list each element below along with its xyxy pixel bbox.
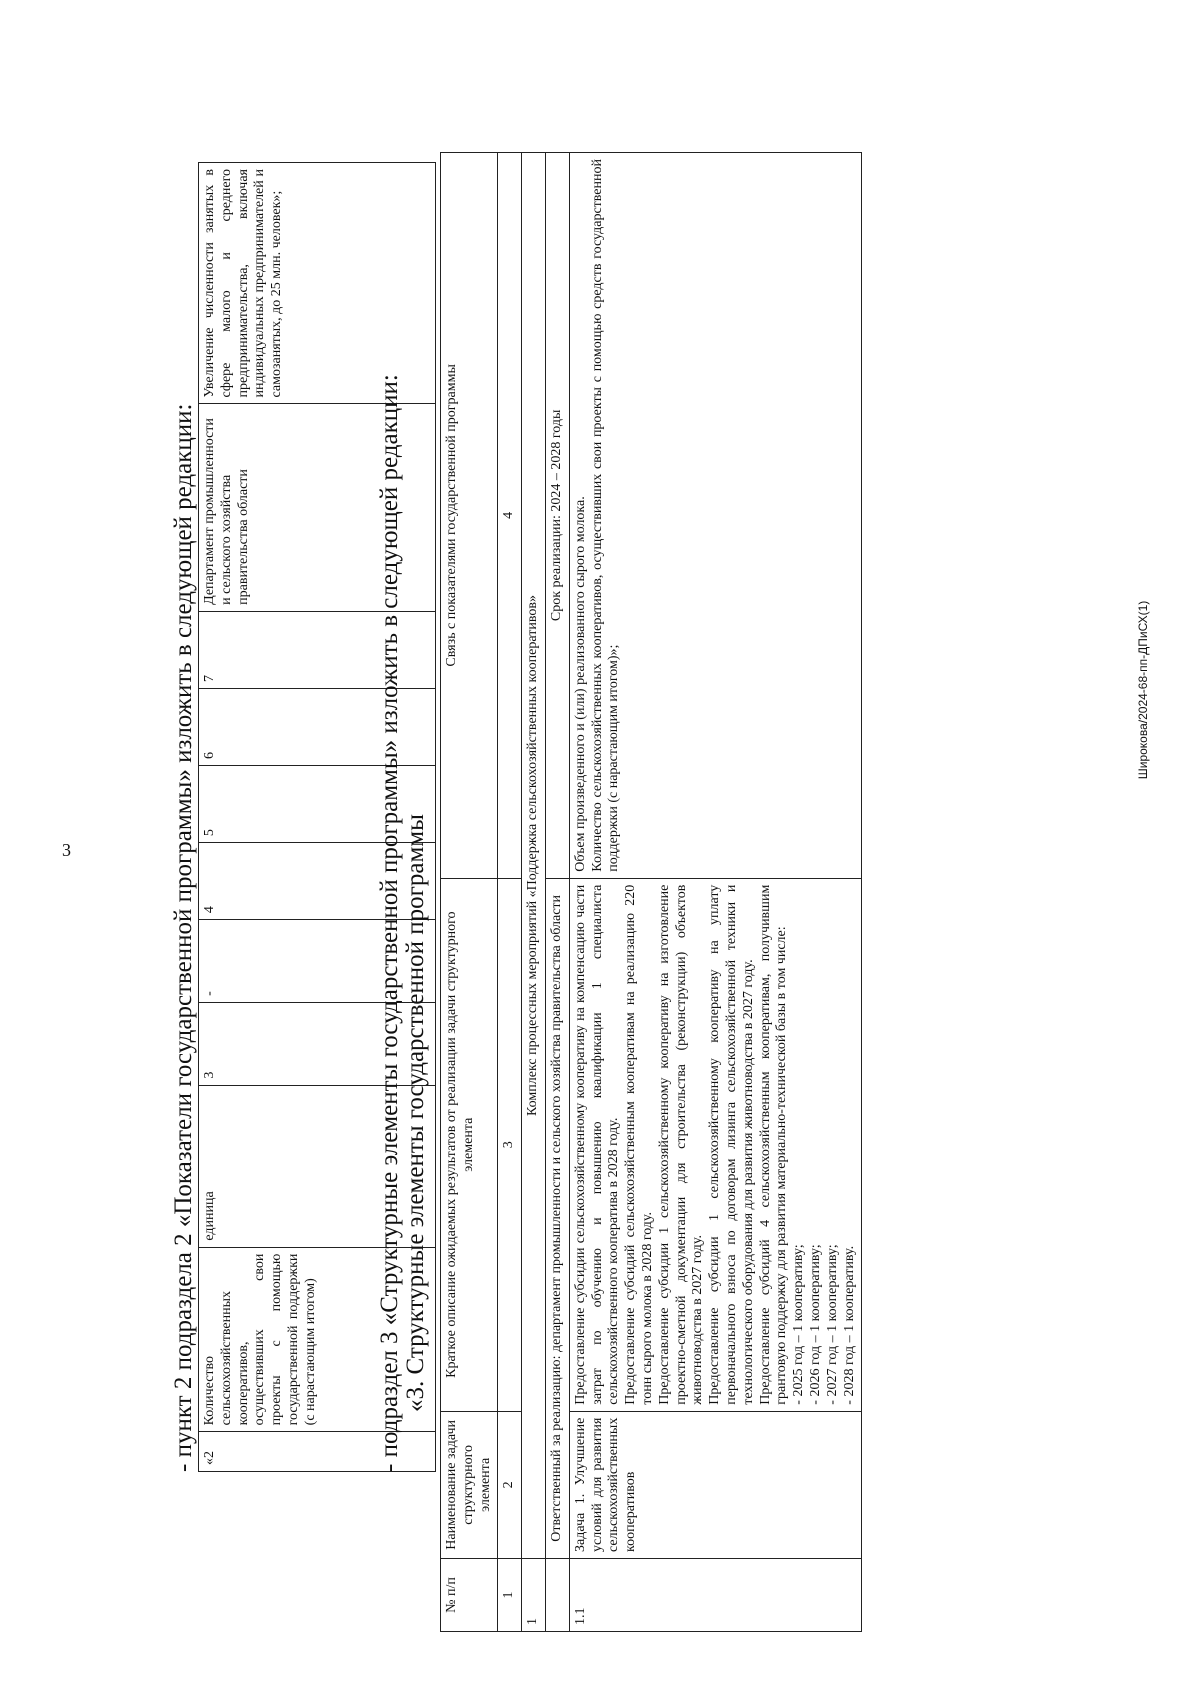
- table-header-row: [441, 153, 498, 1632]
- table-row: [522, 153, 546, 1632]
- list-item: - 2026 год – 1 кооперативу;: [807, 1244, 823, 1405]
- indicator-link: Объем произведенного и (или) реализованного сырого молока.: [572, 496, 588, 872]
- responsible-cell: Ответственный за реализацию: департамент промышленности и сельского хозяйства правительства области: [545, 878, 569, 1558]
- result-paragraph: Предоставление субсидии 1 сельскохозяйственному кооперативу на уплату первоначального взноса по договорам лизинга сельскохозяйственной техники и технологического оборудования для развития животноводства в 2027 году.: [707, 884, 756, 1405]
- table-cell: [545, 1559, 569, 1632]
- row-number: 1.1: [569, 1559, 862, 1632]
- column-header: № п/п: [441, 1559, 498, 1632]
- page-number: 3: [62, 840, 71, 860]
- rotated-page-content: [170, 92, 1090, 1625]
- table-cell: «2: [199, 1432, 436, 1472]
- indicators-link-cell: [569, 153, 862, 879]
- heading-structural-elements: - подраздел 3 «Структурные элементы государственной программы» изложить в следующей редакции:: [376, 374, 403, 1472]
- table-cell: 5: [199, 766, 436, 843]
- result-paragraph: Предоставление субсидий 4 сельскохозяйственным кооперативам, получившим грантовую поддержку для развития материально-технической базы в том числе:: [757, 884, 790, 1405]
- list-item: - 2027 год – 1 кооперативу;: [824, 1244, 840, 1405]
- table-row: [498, 153, 522, 1632]
- results-cell: [569, 878, 862, 1411]
- table-cell: 6: [199, 688, 436, 765]
- table-cell: Департамент промышленности и сельского хозяйства правительства области: [199, 404, 436, 611]
- indicator-link: Количество сельскохозяйственных кооперативов, осуществивших свои проекты с помощью средств государственной поддержки (с нарастающим итогом)»;: [589, 159, 622, 872]
- table-cell: Количество сельскохозяйственных кооперативов, осуществивших свои проекты с помощью государственной поддержки (с нарастающим итогом): [199, 1247, 436, 1432]
- document-code: Широкова/2024-68-пп-ДПиСХ(1): [1136, 600, 1150, 780]
- row-number: 1: [522, 1559, 546, 1632]
- table-cell: -: [199, 920, 436, 1003]
- table-cell: 7: [199, 611, 436, 688]
- column-number: 1: [498, 1559, 522, 1632]
- list-item: - 2025 год – 1 кооперативу;: [791, 1244, 807, 1405]
- list-item: - 2028 год – 1 кооперативу.: [841, 1245, 857, 1405]
- table-cell: Увеличение численности занятых в сфере малого и среднего предпринимательства, включая индивидуальных предпринимателей и самозанятых, до 25 млн. человек»;: [199, 163, 436, 404]
- table-cell: 3: [199, 1002, 436, 1085]
- column-header: Связь с показателями государственной программы: [441, 153, 498, 879]
- column-header: Наименование задачи структурного элемента: [441, 1411, 498, 1558]
- column-number: 2: [498, 1411, 522, 1558]
- table-row: [569, 153, 862, 1632]
- table-cell: единица: [199, 1085, 436, 1247]
- table-cell: 4: [199, 843, 436, 920]
- complex-title: Комплекс процессных мероприятий «Поддержка сельскохозяйственных кооперативов»: [522, 153, 546, 1559]
- term-cell: Срок реализации: 2024 – 2028 годы: [545, 153, 569, 879]
- section-title: «3. Структурные элементы государственной программы: [402, 814, 429, 1412]
- result-paragraph: Предоставление субсидий сельскохозяйственным кооперативам на реализацию 220 тонн сырого молока в 2028 году.: [623, 884, 655, 1405]
- result-paragraph: Предоставление субсидии 1 сельскохозяйственному кооперативу на изготовление проектно-сметной документации для строительства (реконструкции) объектов животноводства в 2027 году.: [656, 884, 706, 1405]
- structural-elements-table: [440, 152, 862, 1632]
- result-paragraph: Предоставление субсидии сельскохозяйственному кооперативу на компенсацию части затрат по обучению и повышению квалификации 1 специалиста сельскохозяйственного кооператива в 2028 году.: [572, 884, 622, 1405]
- column-header: Краткое описание ожидаемых результатов от реализации задачи структурного элемента: [441, 878, 498, 1411]
- column-number: 3: [498, 878, 522, 1411]
- column-number: 4: [498, 153, 522, 879]
- table-row: [545, 153, 569, 1632]
- task-cell: Задача 1. Улучшение условий для развития сельскохозяйственных кооперативов: [569, 1411, 862, 1558]
- heading-indicators: - пункт 2 подраздела 2 «Показатели государственной программы» изложить в следующей редакции:: [170, 403, 197, 1472]
